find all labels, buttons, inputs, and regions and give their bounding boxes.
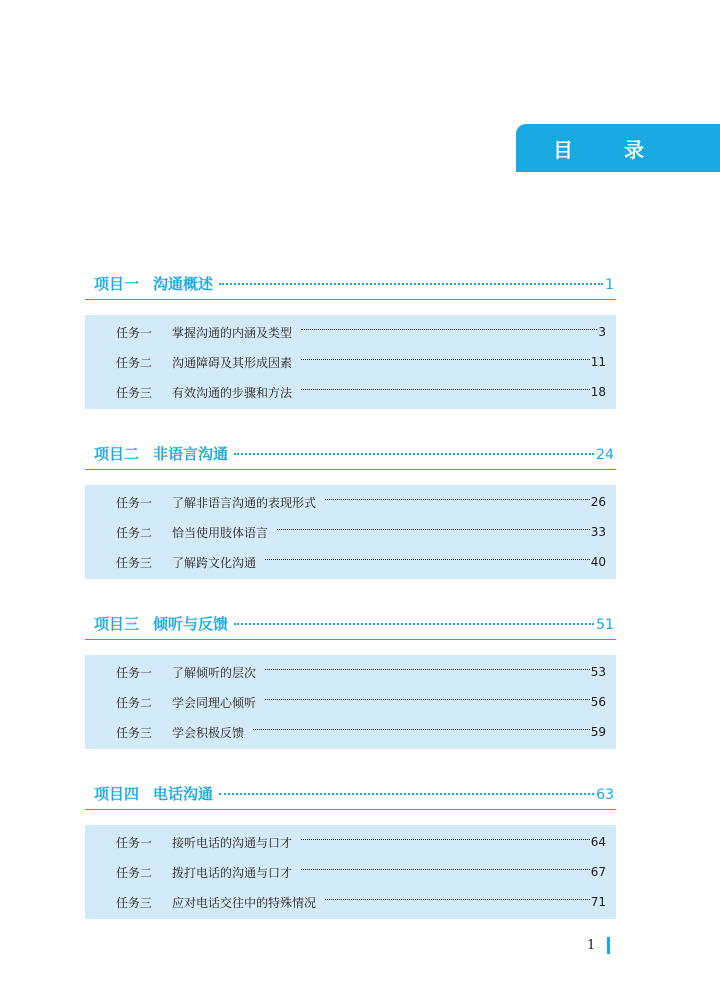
task-page: 40: [590, 555, 606, 569]
task-label: 任务三: [116, 555, 153, 570]
task-list: [85, 485, 616, 579]
task-list: [85, 825, 616, 919]
project-section-2: [85, 442, 616, 579]
dot-leader: [301, 359, 590, 360]
dot-leader: [234, 453, 594, 455]
project-page: 24: [596, 447, 614, 463]
task-label: 任务二: [116, 355, 153, 370]
task-title: 了解跨文化沟通: [172, 555, 257, 570]
project-label: 项目四: [94, 785, 140, 803]
project-page: 51: [596, 617, 614, 633]
project-heading[interactable]: [85, 442, 616, 470]
page-number-footer: [587, 935, 610, 955]
task-label: 任务三: [116, 725, 153, 740]
page-number-bar: [607, 937, 610, 954]
task-label: 任务一: [116, 665, 153, 680]
task-page: 53: [590, 665, 606, 679]
task-label: 任务一: [116, 495, 153, 510]
task-entry[interactable]: [85, 857, 616, 887]
dot-leader: [219, 283, 603, 285]
task-page: 18: [590, 385, 606, 399]
task-page: 3: [598, 325, 606, 339]
task-page: 67: [590, 865, 606, 879]
project-section-4: [85, 782, 616, 919]
project-page: 63: [596, 787, 614, 803]
dot-leader: [325, 499, 590, 500]
page-number: 1: [587, 937, 596, 953]
dot-leader: [265, 559, 590, 560]
project-label: 项目三: [94, 615, 140, 633]
dot-leader: [265, 699, 590, 700]
project-title: 电话沟通: [153, 785, 214, 803]
dot-leader: [277, 529, 590, 530]
task-entry[interactable]: [85, 317, 616, 347]
task-entry[interactable]: [85, 887, 616, 917]
task-label: 任务一: [116, 835, 153, 850]
dot-leader: [325, 899, 590, 900]
task-entry[interactable]: [85, 377, 616, 407]
project-heading[interactable]: [85, 272, 616, 300]
task-title: 应对电话交往中的特殊情况: [172, 895, 317, 910]
task-title: 掌握沟通的内涵及类型: [172, 325, 293, 340]
toc-header-tab: [516, 124, 720, 172]
project-section-3: [85, 612, 616, 749]
task-entry[interactable]: [85, 547, 616, 577]
project-title: 非语言沟通: [153, 445, 229, 463]
task-page: 64: [590, 835, 606, 849]
dot-leader: [219, 793, 594, 795]
task-page: 71: [590, 895, 606, 909]
project-page: 1: [605, 277, 614, 293]
dot-leader: [253, 729, 590, 730]
task-entry[interactable]: [85, 827, 616, 857]
task-entry[interactable]: [85, 347, 616, 377]
task-page: 11: [590, 355, 606, 369]
task-page: 26: [590, 495, 606, 509]
task-title: 学会同理心倾听: [172, 695, 257, 710]
task-page: 33: [590, 525, 606, 539]
task-title: 恰当使用肢体语言: [172, 525, 269, 540]
task-list: [85, 315, 616, 409]
task-title: 了解倾听的层次: [172, 665, 257, 680]
project-section-1: [85, 272, 616, 409]
task-label: 任务二: [116, 695, 153, 710]
dot-leader: [265, 669, 590, 670]
task-entry[interactable]: [85, 657, 616, 687]
task-entry[interactable]: [85, 487, 616, 517]
toc-title: 目 录: [553, 137, 666, 162]
project-heading[interactable]: [85, 612, 616, 640]
task-title: 接听电话的沟通与口才: [172, 835, 293, 850]
dot-leader: [301, 329, 597, 330]
task-label: 任务二: [116, 525, 153, 540]
dot-leader: [234, 623, 594, 625]
task-title: 有效沟通的步骤和方法: [172, 385, 293, 400]
task-list: [85, 655, 616, 749]
project-title: 倾听与反馈: [153, 615, 229, 633]
task-label: 任务三: [116, 385, 153, 400]
task-title: 学会积极反馈: [172, 725, 245, 740]
task-label: 任务二: [116, 865, 153, 880]
dot-leader: [301, 389, 590, 390]
project-title: 沟通概述: [153, 275, 214, 293]
task-title: 了解非语言沟通的表现形式: [172, 495, 317, 510]
project-label: 项目二: [94, 445, 140, 463]
task-label: 任务三: [116, 895, 153, 910]
project-heading[interactable]: [85, 782, 616, 810]
dot-leader: [301, 839, 590, 840]
dot-leader: [301, 869, 590, 870]
task-entry[interactable]: [85, 517, 616, 547]
task-label: 任务一: [116, 325, 153, 340]
task-page: 59: [590, 725, 606, 739]
task-page: 56: [590, 695, 606, 709]
task-title: 沟通障碍及其形成因素: [172, 355, 293, 370]
project-label: 项目一: [94, 275, 140, 293]
task-entry[interactable]: [85, 687, 616, 717]
task-entry[interactable]: [85, 717, 616, 747]
task-title: 拨打电话的沟通与口才: [172, 865, 293, 880]
